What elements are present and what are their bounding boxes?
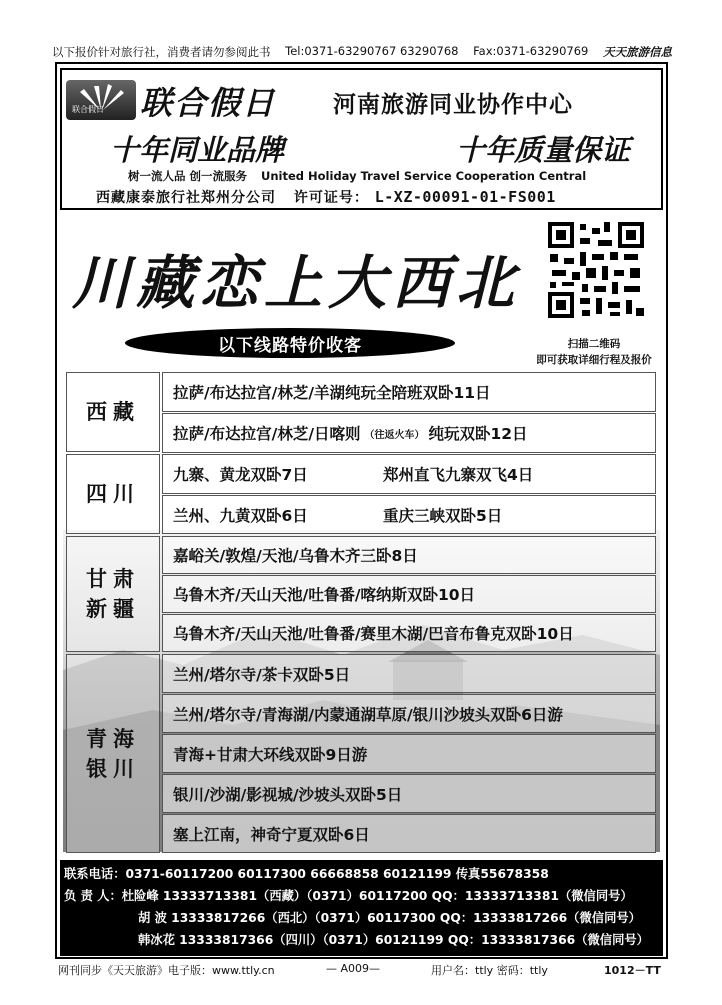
promo-banner: 以下线路特价收客 bbox=[125, 328, 455, 358]
header-strip bbox=[52, 44, 672, 60]
qr-caption-line2: 即可获取详细行程及报价 bbox=[536, 354, 652, 366]
service-en: United Holiday Travel Service Cooperation Central bbox=[261, 169, 587, 183]
route-row[interactable] bbox=[162, 814, 656, 853]
contact-person-3: 韩冰花 13333817366（四川）（0371）60121199 QQ：13333817366（微信同号） bbox=[138, 933, 649, 947]
route-row[interactable] bbox=[162, 536, 656, 574]
route-row[interactable] bbox=[162, 774, 656, 813]
contact-phones: 联系电话：0371-60117200 60117300 66668858 60121199 传真55678358 bbox=[64, 867, 549, 881]
footer-page: — A009— bbox=[326, 962, 381, 975]
license-number: L-XZ-00091-01-FS001 bbox=[374, 188, 556, 206]
contact-block bbox=[60, 860, 663, 956]
route-table bbox=[66, 372, 656, 853]
footer-login: 用户名：ttly 密码：ttly bbox=[431, 964, 548, 977]
org-name: 河南旅游同业协作中心 bbox=[333, 92, 573, 118]
route-text: 嘉峪关/敦煌/天池/乌鲁木齐三卧8日 bbox=[173, 547, 418, 565]
route-text: 乌鲁木齐/天山天池/吐鲁番/喀纳斯双卧10日 bbox=[173, 586, 476, 604]
logo-text: 联合假日 bbox=[140, 84, 277, 122]
route-text: 郑州直飞九寨双飞4日 bbox=[383, 466, 534, 484]
route-row[interactable] bbox=[162, 495, 656, 534]
slogan bbox=[110, 128, 630, 169]
region-gansu-xinjiang: 甘肃 新疆 bbox=[66, 536, 160, 652]
slogan-right: 十年质量保证 bbox=[455, 133, 630, 167]
region-qinghai-yinchuan: 青海 银川 bbox=[66, 654, 160, 853]
agency-name: 西藏康泰旅行社郑州分公司 bbox=[96, 190, 276, 206]
route-row[interactable] bbox=[162, 734, 656, 773]
route-text: 乌鲁木齐/天山天池/吐鲁番/赛里木湖/巴音布鲁克双卧10日 bbox=[173, 625, 574, 643]
route-text: 兰州/塔尔寺/青海湖/内蒙通湖草原/银川沙坡头双卧6日游 bbox=[173, 705, 563, 724]
contact-person-2: 胡 波 13333817266（西北）（0371）60117300 QQ：13333817266（微信同号） bbox=[138, 911, 641, 925]
contact-person-1: 负 责 人：杜险峰 13333713381（西藏）（0371）60117200 QQ：13333713381（微信同号） bbox=[64, 889, 633, 903]
qr-code-icon[interactable] bbox=[546, 220, 646, 320]
route-row[interactable] bbox=[162, 413, 656, 453]
license-label: 许可证号： bbox=[293, 190, 369, 206]
route-text: 重庆三峡双卧5日 bbox=[383, 506, 503, 525]
qr-caption bbox=[520, 336, 668, 368]
service-line bbox=[128, 168, 586, 184]
route-text: 九寨、黄龙双卧7日 bbox=[173, 466, 308, 484]
route-text: 拉萨/布达拉宫/林芝/日喀则 bbox=[173, 425, 361, 443]
service-cn: 树一流人品 创一流服务 bbox=[128, 169, 248, 183]
route-text: 兰州/塔尔寺/茶卡双卧5日 bbox=[173, 665, 351, 684]
footer-site: 网刊同步《天天旅游》电子版：www.ttly.cn bbox=[58, 964, 275, 977]
route-text: 塞上江南，神奇宁夏双卧6日 bbox=[173, 825, 370, 844]
region-tibet: 西藏 bbox=[66, 372, 160, 452]
route-row[interactable] bbox=[162, 614, 656, 652]
fax-text: Fax:0371-63290769 bbox=[473, 44, 589, 58]
route-text: 拉萨/布达拉宫/林芝/羊湖纯玩全陪班双卧11日 bbox=[173, 384, 491, 402]
slogan-left: 十年同业品牌 bbox=[110, 133, 285, 167]
route-text: 兰州、九黄双卧6日 bbox=[173, 506, 308, 525]
region-sichuan: 四川 bbox=[66, 454, 160, 534]
logo-icon-caption: 联合假日 bbox=[72, 105, 104, 114]
tel-text: Tel:0371-63290767 63290768 bbox=[285, 44, 459, 58]
brand-text: 天天旅游信息 bbox=[602, 45, 672, 59]
qr-caption-line1: 扫描二维码 bbox=[567, 338, 621, 350]
notice-text: 以下报价针对旅行社，消费者请勿参阅此书 bbox=[52, 45, 271, 59]
headline: 川藏恋上大西北 bbox=[72, 249, 521, 317]
route-row[interactable] bbox=[162, 372, 656, 412]
route-row[interactable] bbox=[162, 454, 656, 494]
footer-issue: 1012－TT bbox=[604, 964, 661, 977]
route-row[interactable] bbox=[162, 694, 656, 733]
route-note: （往返火车） bbox=[364, 429, 425, 441]
agency-line bbox=[96, 187, 556, 207]
route-row[interactable] bbox=[162, 654, 656, 693]
route-text: 青海+甘肃大环线双卧9日游 bbox=[173, 745, 368, 764]
route-text: 银川/沙湖/影视城/沙坡头双卧5日 bbox=[173, 785, 403, 804]
route-text: 纯玩双卧12日 bbox=[428, 425, 528, 443]
union-holiday-logo-icon bbox=[66, 80, 136, 120]
route-row[interactable] bbox=[162, 575, 656, 613]
